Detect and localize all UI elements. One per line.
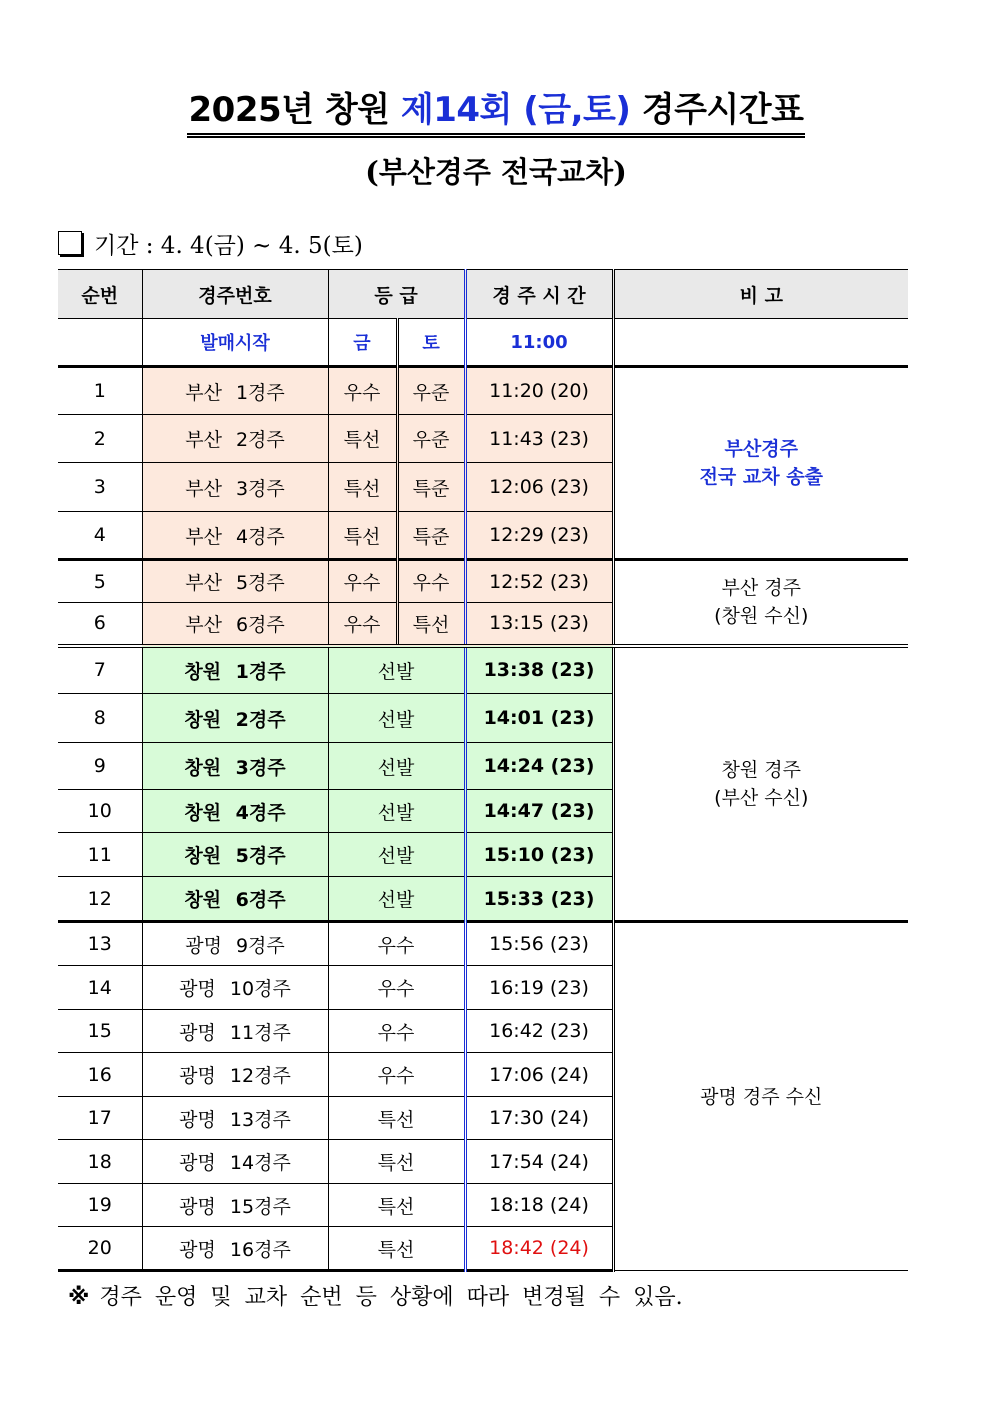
row-race: 부산 2경주: [142, 415, 328, 463]
row-order: 1: [58, 367, 142, 415]
row-order: 15: [58, 1010, 142, 1053]
row-race: 창원 1경주: [142, 646, 328, 694]
row-time: 15:10 (23): [465, 833, 613, 877]
period-text: 기간 : 4. 4(금) ~ 4. 5(토): [94, 232, 363, 259]
reference-mark-icon: ※: [68, 1285, 90, 1310]
row-race: 광명 11경주: [142, 1010, 328, 1053]
row-time: 16:42 (23): [465, 1010, 613, 1053]
note-line: (부산 수신): [714, 786, 809, 809]
header-grade: 등 급: [328, 270, 465, 319]
row-grade: 특선: [328, 1140, 465, 1184]
row-race: 창원 2경주: [142, 694, 328, 743]
note-line: 창원 경주: [721, 758, 801, 781]
row-race: 창원 3경주: [142, 743, 328, 790]
header-row: [58, 270, 908, 319]
row-grade: 선발: [328, 646, 465, 694]
row-grade: 우수: [328, 1053, 465, 1097]
row-time: 17:54 (24): [465, 1140, 613, 1184]
row-grade-fri: 우수: [328, 367, 397, 415]
row-order: 10: [58, 790, 142, 833]
row-order: 16: [58, 1053, 142, 1097]
row-grade-fri: 특선: [328, 463, 397, 512]
table-row: [58, 367, 908, 415]
row-grade: 특선: [328, 1227, 465, 1271]
row-time: 12:29 (23): [465, 512, 613, 560]
row-race: 부산 1경주: [142, 367, 328, 415]
row-order: 14: [58, 966, 142, 1010]
row-grade-sat: 특선: [397, 603, 465, 646]
row-order: 13: [58, 922, 142, 966]
row-time: 14:01 (23): [465, 694, 613, 743]
row-time: 13:15 (23): [465, 603, 613, 646]
row-grade-sat: 우수: [397, 560, 465, 603]
header-race-no: 경주번호: [142, 270, 328, 319]
title-suffix: 경주시간표: [641, 90, 804, 130]
title-highlight: 제14회 (금,토): [400, 90, 631, 130]
title-year: 2025년 창원: [188, 90, 390, 130]
note-line: 전국 교차 송출: [699, 466, 823, 488]
row-time: 18:18 (24): [465, 1184, 613, 1227]
sale-sat: 토: [397, 319, 465, 367]
header-order: 순번: [58, 270, 142, 319]
row-race: 부산 3경주: [142, 463, 328, 512]
row-time: 17:30 (24): [465, 1097, 613, 1140]
sale-fri: 금: [328, 319, 397, 367]
row-race: 광명 12경주: [142, 1053, 328, 1097]
row-order: 17: [58, 1097, 142, 1140]
row-order: 8: [58, 694, 142, 743]
row-order: 6: [58, 603, 142, 646]
row-order: 19: [58, 1184, 142, 1227]
note-line: (창원 수신): [714, 605, 809, 628]
row-time: 15:33 (23): [465, 877, 613, 922]
row-time: 14:47 (23): [465, 790, 613, 833]
checkbox-icon: [58, 231, 82, 255]
row-race: 부산 6경주: [142, 603, 328, 646]
row-time: 12:06 (23): [465, 463, 613, 512]
row-grade-fri: 우수: [328, 560, 397, 603]
row-time: 15:56 (23): [465, 922, 613, 966]
row-time: 16:19 (23): [465, 966, 613, 1010]
row-grade-fri: 특선: [328, 512, 397, 560]
sale-start-row: [58, 319, 908, 367]
row-grade: 우수: [328, 966, 465, 1010]
note-line: 부산 경주: [721, 577, 801, 600]
row-grade: 특선: [328, 1184, 465, 1227]
row-grade: 선발: [328, 743, 465, 790]
page-title: [0, 88, 992, 138]
row-order: 3: [58, 463, 142, 512]
row-race: 광명 16경주: [142, 1227, 328, 1271]
row-grade: 우수: [328, 1010, 465, 1053]
header-note: 비 고: [613, 270, 908, 319]
row-time: 11:20 (20): [465, 367, 613, 415]
row-race: 창원 5경주: [142, 833, 328, 877]
row-order: 7: [58, 646, 142, 694]
row-grade-sat: 특준: [397, 463, 465, 512]
row-race: 광명 9경주: [142, 922, 328, 966]
row-order: 5: [58, 560, 142, 603]
row-time: 11:43 (23): [465, 415, 613, 463]
row-order: 2: [58, 415, 142, 463]
row-time: 13:38 (23): [465, 646, 613, 694]
row-race: 광명 15경주: [142, 1184, 328, 1227]
page-subtitle: (부산경주 전국교차): [365, 155, 627, 189]
row-time: 14:24 (23): [465, 743, 613, 790]
row-race: 광명 14경주: [142, 1140, 328, 1184]
row-grade-sat: 우준: [397, 367, 465, 415]
row-race: 부산 5경주: [142, 560, 328, 603]
note-busan-receive: [613, 560, 908, 646]
note-line: 부산경주: [724, 438, 798, 460]
row-race: 부산 4경주: [142, 512, 328, 560]
row-time: 12:52 (23): [465, 560, 613, 603]
row-order: 11: [58, 833, 142, 877]
note-gwangmyeong: 광명 경주 수신: [613, 922, 908, 1271]
sale-label: 발매시작: [142, 319, 328, 367]
period-line: [58, 226, 363, 260]
row-order: 18: [58, 1140, 142, 1184]
row-race: 창원 6경주: [142, 877, 328, 922]
row-grade-fri: 특선: [328, 415, 397, 463]
row-race: 광명 10경주: [142, 966, 328, 1010]
row-grade: 우수: [328, 922, 465, 966]
row-order: 9: [58, 743, 142, 790]
row-grade: 선발: [328, 833, 465, 877]
row-race: 광명 13경주: [142, 1097, 328, 1140]
header-time: 경 주 시 간: [465, 270, 613, 319]
sale-time: 11:00: [465, 319, 613, 367]
sale-note-cell: [613, 319, 908, 367]
row-grade-sat: 우준: [397, 415, 465, 463]
note-busan-broadcast: [613, 367, 908, 560]
row-order: 20: [58, 1227, 142, 1271]
table-row: [58, 922, 908, 966]
footnote-text: 경주 운영 및 교차 순번 등 상황에 따라 변경될 수 있음.: [99, 1285, 683, 1310]
row-race: 창원 4경주: [142, 790, 328, 833]
row-grade: 선발: [328, 694, 465, 743]
schedule-table: [58, 269, 908, 1272]
sale-order-cell: [58, 319, 142, 367]
footnote: [68, 1280, 683, 1311]
row-time-last: 18:42 (24): [465, 1227, 613, 1271]
row-grade-fri: 우수: [328, 603, 397, 646]
table-row: [58, 560, 908, 603]
row-order: 12: [58, 877, 142, 922]
table-row: [58, 646, 908, 694]
note-changwon: [613, 646, 908, 922]
row-order: 4: [58, 512, 142, 560]
row-grade-sat: 특준: [397, 512, 465, 560]
row-grade: 선발: [328, 877, 465, 922]
row-grade: 특선: [328, 1097, 465, 1140]
row-grade: 선발: [328, 790, 465, 833]
row-time: 17:06 (24): [465, 1053, 613, 1097]
